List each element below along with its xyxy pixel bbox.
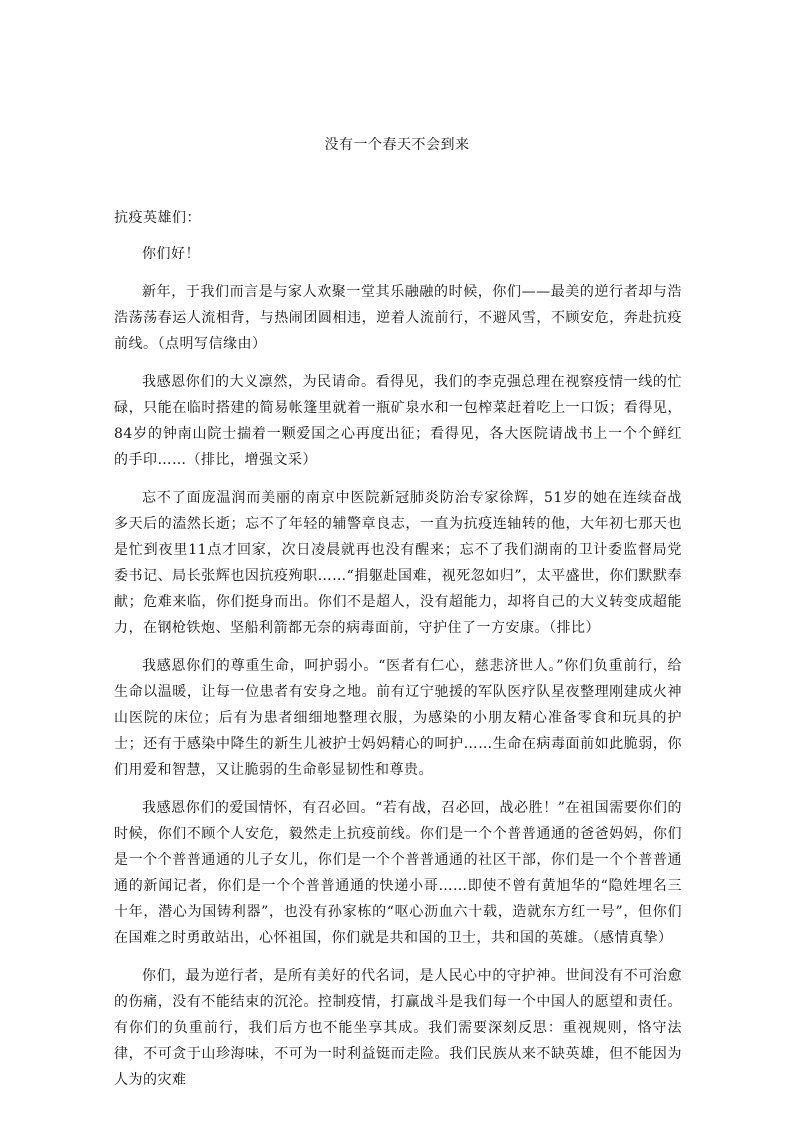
paragraph-greeting: 你们好！ — [142, 246, 200, 262]
salutation: 抗疫英雄们： — [114, 210, 201, 226]
paragraph: 我感恩你们的尊重生命，呵护弱小。“医者有仁心，慈悲济世人。”你们负重前行，给生命以温暖，让每一位患者有安身之地。前有辽宁驰援的军队医疗队星夜整理刚建成火神山医院的床位；后有为患者细细地整理衣服，为感染的小朋友精心准备零食和玩具的护士；还有于感染中降生的新生儿被护士妈妈精心的呵护……生命在病毒面前如此脆弱，你们用爱和智慧，又让脆弱的生命彰显韧性和尊贵。 — [114, 658, 682, 778]
paragraph: 我感恩你们的大义凛然，为民请命。看得见，我们的李克强总理在视察疫情一线的忙碌，只能在临时搭建的简易帐篷里就着一瓶矿泉水和一包榨菜赶着吃上一口饭；看得见，84岁的钟南山院士揣着一颗爱国之心再度出征；看得见，各大医院请战书上一个个鲜红的手印……（排比，增强文采） — [114, 374, 682, 468]
paragraph: 你们，最为逆行者，是所有美好的代名词，是人民心中的守护神。世间没有不可治愈的伤痛，没有不能结束的沉沦。控制疫情，打赢战斗是我们每一个中国人的愿望和责任。有你们的负重前行，我们后方也不能坐享其成。我们需要深刻反思：重视规则，恪守法律，不可贪于山珍海味，不可为一时利益铤而走险。我们民族从来不缺英雄，但不能因为人为的灾难 — [114, 968, 682, 1088]
paragraph: 新年，于我们而言是与家人欢聚一堂其乐融融的时候，你们——最美的逆行者却与浩浩荡荡春运人流相背，与热闹团圆相违，逆着人流前行，不避风雪，不顾安危，奔赴抗疫前线。（点明写信缘由） — [114, 284, 682, 352]
paragraph: 忘不了面庞温润而美丽的南京中医院新冠肺炎防治专家徐辉，51岁的她在连续奋战多天后的溘然长逝；忘不了年轻的辅警章良志，一直为抗疫连轴转的他，大年初七那天也是忙到夜里11点才回家，次日凌晨就再也没有醒来；忘不了我们湖南的卫计委监督局党委书记、局长张辉也因抗疫殉职……“捐躯赴国难，视死忽如归”，太平盛世，你们默默奉献；危难来临，你们挺身而出。你们不是超人，没有超能力，却将自己的大义转变成超能力，在钢枪铁炮、坚船利箭都无奈的病毒面前，守护住了一方安康。（排比） — [114, 490, 682, 636]
paragraph: 我感恩你们的爱国情怀，有召必回。“若有战，召必回，战必胜！”在祖国需要你们的时候，你们不顾个人安危，毅然走上抗疫前线。你们是一个个普普通通的爸爸妈妈，你们是一个个普普通通的儿子女儿，你们是一个个普普通通的社区干部，你们是一个个普普通通的新闻记者，你们是一个个普普通通的快递小哥……即使不曾有黄旭华的“隐姓埋名三十年，潜心为国铸利器”，也没有孙家栋的“呕心沥血六十载，造就东方红一号”，但你们在国难之时勇敢站出，心怀祖国，你们就是共和国的卫士，共和国的英雄。（感情真挚） — [114, 800, 682, 946]
letter-body — [114, 205, 682, 1093]
document-title: 没有一个春天不会到来 — [324, 137, 470, 153]
